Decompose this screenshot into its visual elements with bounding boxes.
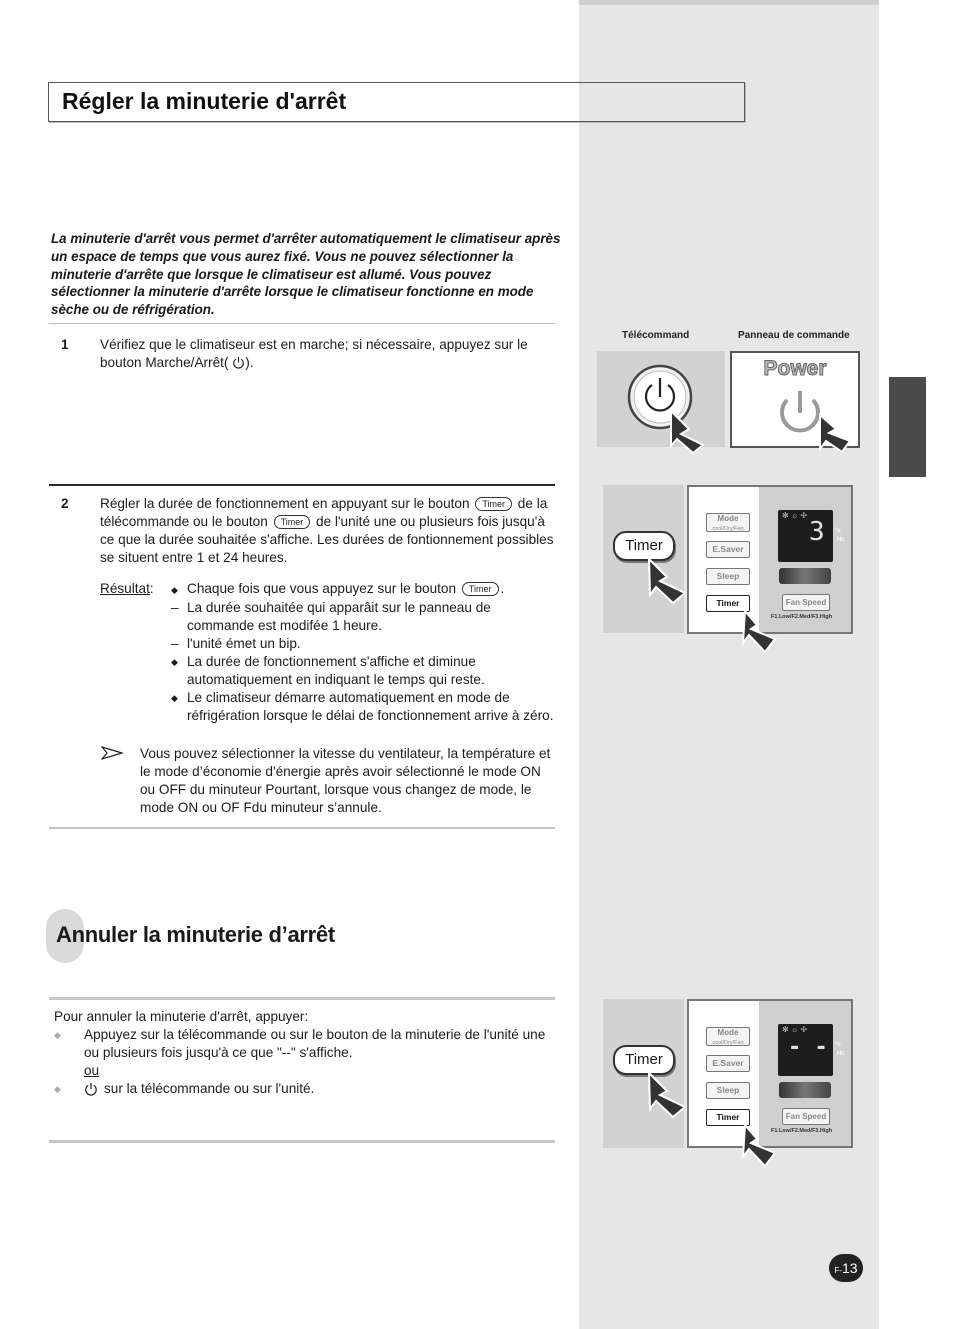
unit-hr: Hr.: [837, 1051, 846, 1057]
cancel-lead: Pour annuler la minuterie d'arrêt, appuyer:: [54, 1009, 309, 1024]
diamond-bullet-icon: ◆: [54, 1084, 61, 1094]
result-sub-1: La durée souhaitée qui apparâit sur le panneau de commande est modifée 1 heure.: [187, 600, 491, 633]
result-bullet-3: Le climatiseur démarre automatiquement en mode de réfrigération lorsque le délai de fonctionnement arrive à zéro.: [187, 690, 554, 723]
sleep-button: Sleep: [706, 1082, 750, 1099]
page-prefix: F-: [834, 1266, 842, 1275]
result-bullet-1: Chaque fois que vous appuyez sur le bouton: [187, 581, 457, 596]
diamond-bullet-icon: ◆: [171, 693, 178, 703]
dash-bullet: –: [171, 636, 179, 651]
intro-paragraph: La minuterie d'arrêt vous permet d'arrêter automatiquement le climatiseur après un espace de temps que vous aurez fixé. Vous ne pouvez sélectionner la minuterie d'arrête que lorsque le climatiseur est allumé. Vous pouvez sélectionner la minuterie d'arrête lorsque le climatiseur fonctionne en mode sèche ou de réfrigération.: [51, 231, 561, 318]
panel-power-button-icon: [732, 353, 862, 463]
result-label: [100, 580, 154, 598]
lcd-digit: 3: [809, 517, 825, 547]
divider: [49, 484, 555, 486]
side-column-top: [579, 0, 879, 5]
step-2-text-a: Régler la durée de fonctionnement en appuyant sur le bouton: [100, 496, 470, 511]
result-colon: :: [149, 581, 154, 596]
timer-remote-button: Timer: [613, 1045, 675, 1075]
result-sub-2: l'unité émet un bip.: [187, 636, 301, 651]
step-1-text: [100, 336, 540, 372]
unit-c: °c: [835, 528, 841, 534]
sleep-button: Sleep: [706, 568, 750, 585]
pointer-arrow-icon: [689, 487, 859, 657]
unit-hr: Hr.: [837, 537, 846, 543]
result-bullet-1-end: .: [500, 581, 505, 596]
divider: [49, 997, 555, 1000]
pointer-arrow-icon: [689, 1001, 859, 1171]
step-1-text-a: Vérifiez que le climatiseur est en marche; si nécessaire, appuyez sur le bouton Marche/Arrêt(: [100, 337, 528, 370]
result-list: [171, 580, 556, 725]
diamond-bullet-icon: ◆: [171, 585, 178, 595]
diamond-bullet-icon: ◆: [54, 1030, 61, 1040]
figure-label-panel: Panneau de commande: [738, 330, 850, 341]
lcd-cancel: - -: [788, 1035, 828, 1060]
pointer-arrow-icon: [603, 485, 693, 615]
cancel-or: ou: [84, 1063, 100, 1078]
step-2-text-b: de la télécommande ou le bouton: [100, 496, 548, 529]
fan-speed-button: Fan Speed: [782, 1108, 830, 1125]
esaver-button: E.Saver: [706, 1055, 750, 1072]
result-label-text: Résultat: [100, 581, 150, 596]
mode-label: Mode: [717, 514, 739, 523]
timer-button-pill: Timer: [274, 515, 311, 529]
unit-panel-figure-2: [687, 999, 853, 1148]
mode-sublabel: cool/Dry/Fan: [712, 526, 744, 532]
step-number: 2: [61, 496, 69, 511]
page-number-value: 13: [841, 1260, 858, 1276]
divider: [49, 827, 555, 829]
cancel-bullet-1: Appuyez sur la télécommande ou sur le bouton de la minuterie de l'unité une ou plusieurs fois jusqu'à ce que "--" s'affiche.: [84, 1027, 546, 1060]
unit-c: °c: [835, 1042, 841, 1048]
remote-timer-figure: [603, 485, 684, 633]
result-bullet-2: La durée de fonctionnement s'affiche et diminue automatiquement en indiquant le temps qui reste.: [187, 654, 485, 687]
note-arrow-icon: [101, 746, 123, 760]
page-number: [829, 1254, 863, 1282]
timer-remote-button: Timer: [613, 531, 675, 561]
lcd-icons: ✻ ☼ ✢: [782, 511, 808, 520]
divider: [49, 1140, 555, 1143]
chapter-tab: [889, 377, 926, 477]
fan-speed-button: Fan Speed: [782, 594, 830, 611]
power-icon: [84, 1082, 98, 1096]
esaver-button: E.Saver: [706, 541, 750, 558]
panel-power-figure: [730, 351, 860, 448]
step-2-text: [100, 495, 556, 567]
timer-button-pill: Timer: [475, 497, 512, 511]
remote-power-button-icon: [597, 351, 725, 461]
divider: [49, 323, 555, 324]
remote-timer-figure-2: [603, 999, 684, 1148]
section-title: Régler la minuterie d'arrêt: [62, 88, 347, 114]
fan-legend: F1.Low/F2.Med/F3.High: [771, 614, 833, 620]
figure-label-remote: Télécommand: [622, 330, 690, 341]
pointer-arrow-icon: [603, 999, 693, 1129]
step-2-text-c: de l'unité une ou plusieurs fois jusqu'à ce que la durée souhaitée s'affiche. Les durées de fontionnement possibles se situent entre 1 et 24 heures.: [100, 514, 554, 565]
step-1-text-b: ).: [245, 355, 254, 370]
mode-sublabel: cool/Dry/Fan: [712, 1040, 744, 1046]
dash-bullet: –: [171, 600, 179, 615]
timer-unit-button: Timer: [706, 1109, 750, 1126]
unit-panel-figure: [687, 485, 853, 634]
diamond-bullet-icon: ◆: [171, 657, 178, 667]
note-text: Vous pouvez sélectionner la vitesse du ventilateur, la température et le mode d’économie d'énergie après avoir sélectionné le mode ON ou OFF du minuteur Pourtant, lorsque vous changez de mode, le mode ON ou OF Fdu minuteur s’annule.: [140, 746, 551, 815]
cancel-list: [54, 1026, 554, 1098]
remote-power-figure: [597, 351, 725, 447]
power-label: Power: [763, 357, 827, 380]
mode-label: Mode: [717, 1028, 739, 1037]
timer-unit-button: Timer: [706, 595, 750, 612]
timer-button-pill: Timer: [462, 582, 499, 596]
cancel-bullet-2: sur la télécommande ou sur l'unité.: [104, 1081, 315, 1096]
lcd-icons: ✻ ☼ ✢: [782, 1025, 808, 1034]
section-title: Annuler la minuterie d’arrêt: [56, 922, 335, 947]
fan-legend: F1.Low/F2.Med/F3.High: [771, 1128, 833, 1134]
step-number: 1: [61, 337, 69, 352]
power-icon: [232, 356, 245, 369]
